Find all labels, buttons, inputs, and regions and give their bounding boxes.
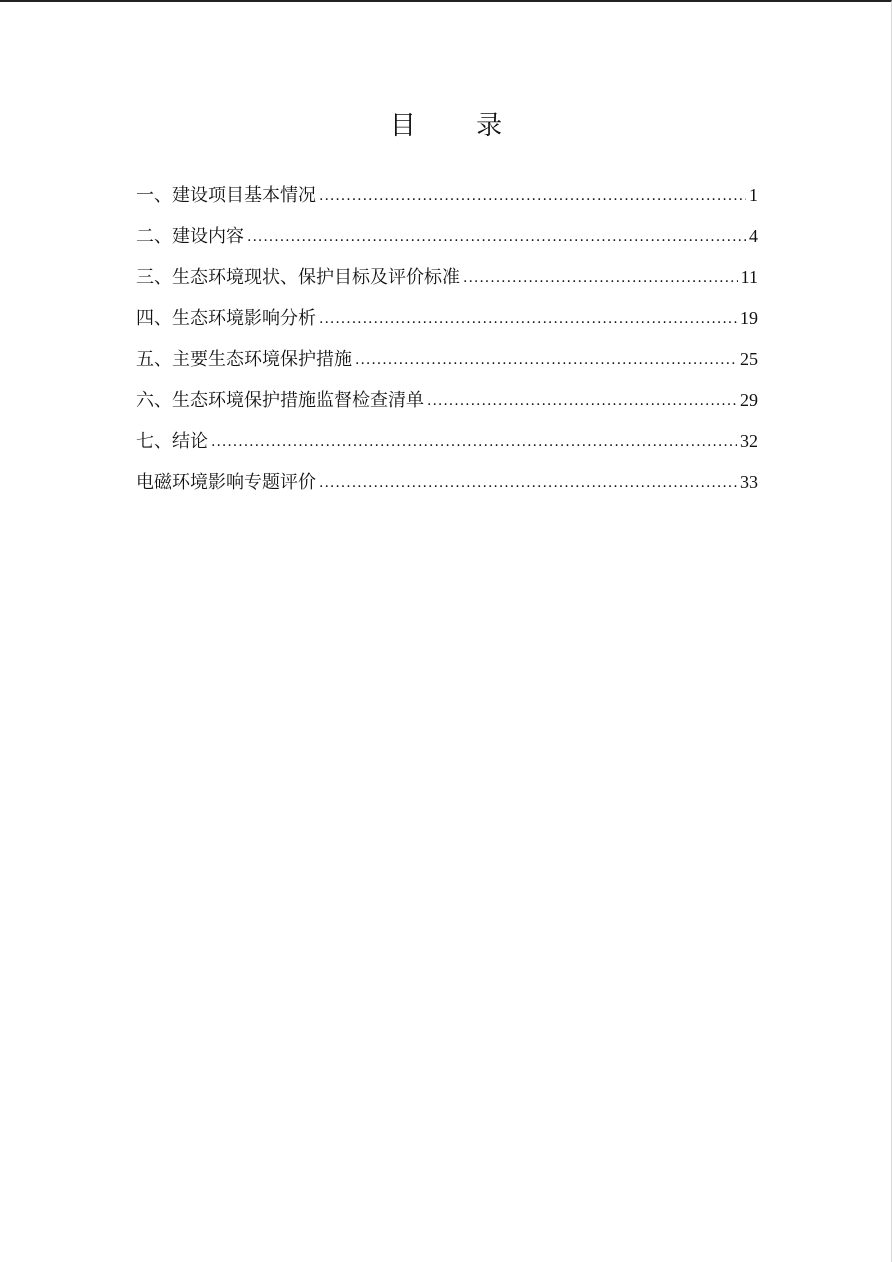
toc-entry-page: 33 <box>740 472 758 492</box>
toc-dot-leader <box>211 422 737 463</box>
toc-entry-label: 六、生态环境保护措施监督检查清单 <box>136 390 424 411</box>
toc-entry-page: 29 <box>740 390 758 410</box>
toc-dot-leader <box>319 176 746 217</box>
toc-dot-leader <box>427 381 737 422</box>
toc-entry[interactable] <box>136 257 758 298</box>
toc-entry-page: 19 <box>740 308 758 328</box>
toc-entry[interactable] <box>136 298 758 339</box>
toc-dot-leader <box>319 463 737 504</box>
toc-entry-page: 4 <box>749 226 758 246</box>
toc-entry[interactable] <box>136 175 758 216</box>
table-of-contents <box>136 175 758 503</box>
toc-entry-label: 二、建设内容 <box>136 226 244 247</box>
toc-entry-page: 32 <box>740 431 758 451</box>
toc-dot-leader <box>319 299 737 340</box>
toc-entry-label: 三、生态环境现状、保护目标及评价标准 <box>136 267 460 288</box>
toc-entry-label: 四、生态环境影响分析 <box>136 308 316 329</box>
toc-entry[interactable] <box>136 216 758 257</box>
toc-entry[interactable] <box>136 421 758 462</box>
toc-dot-leader <box>355 340 737 381</box>
toc-entry[interactable] <box>136 462 758 503</box>
toc-entry-page: 25 <box>740 349 758 369</box>
toc-dot-leader <box>247 217 746 258</box>
toc-entry-label: 七、结论 <box>136 431 208 452</box>
toc-dot-leader <box>463 258 738 299</box>
toc-entry-label: 一、建设项目基本情况 <box>136 185 316 206</box>
toc-entry-label: 电磁环境影响专题评价 <box>136 472 316 493</box>
toc-entry-page: 1 <box>749 185 758 205</box>
toc-entry[interactable] <box>136 380 758 421</box>
toc-entry[interactable] <box>136 339 758 380</box>
toc-title: 目 录 <box>389 111 529 141</box>
toc-entry-label: 五、主要生态环境保护措施 <box>136 349 352 370</box>
toc-entry-page: 11 <box>740 267 758 287</box>
